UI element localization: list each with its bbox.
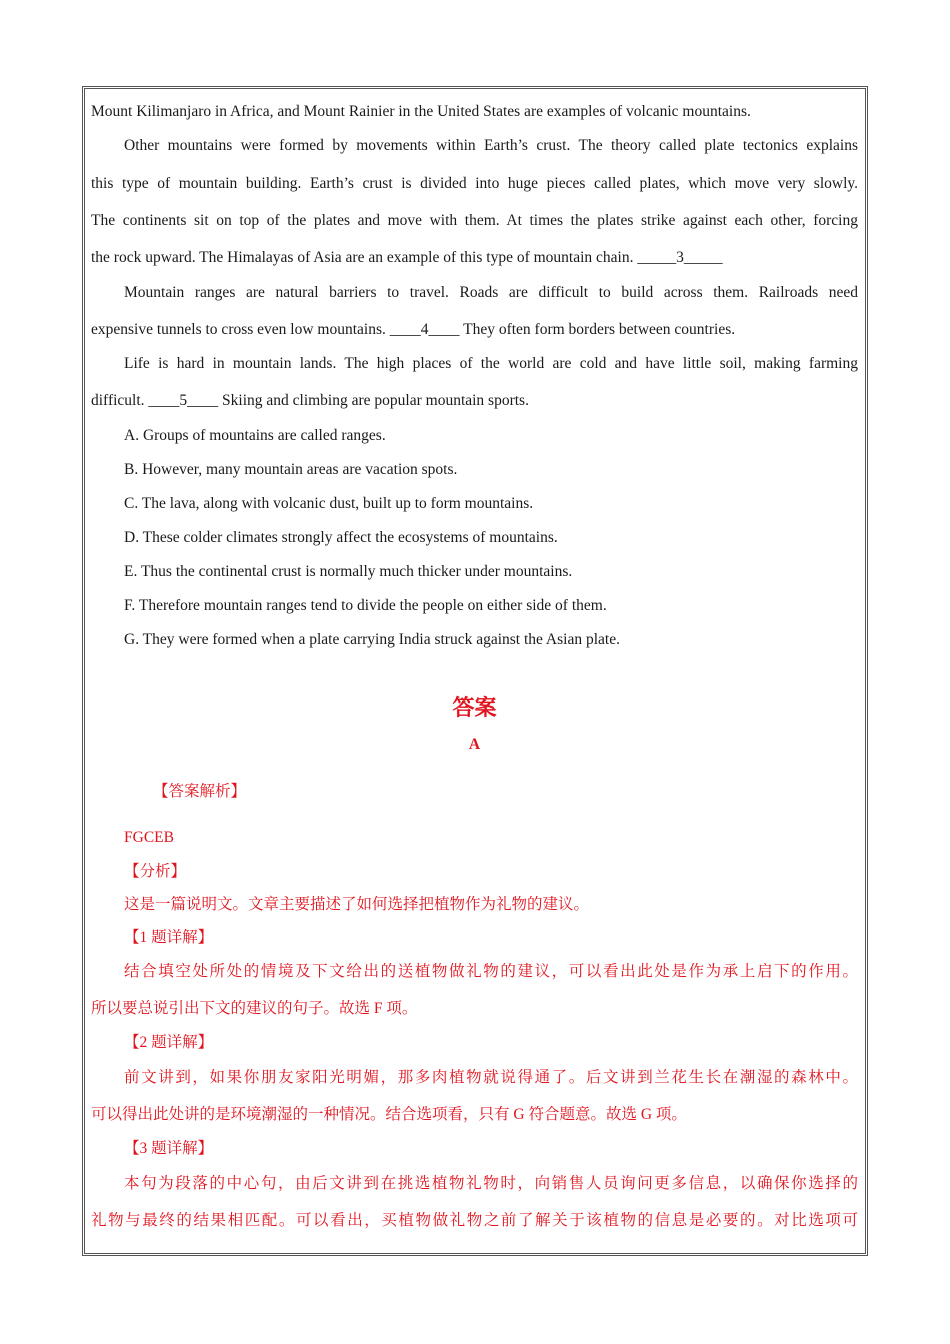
passage-line: expensive tunnels to cross even low mountains. ____4____ They often form borders between countries. <box>91 321 736 338</box>
passage-line: The continents sit on top of the plates and move with them. At times the plates strike against each other, forcing <box>91 212 858 229</box>
answer-key: FGCEB <box>124 829 174 846</box>
q1-text: 结合填空处所处的情境及下文给出的送植物做礼物的建议，可以看出此处是作为承上启下的作用。 <box>124 963 858 980</box>
option-c: C. The lava, along with volcanic dust, built up to form mountains. <box>124 495 534 512</box>
answer-title: 答案 <box>452 695 497 720</box>
q2-text: 前文讲到，如果你朋友家阳光明媚，那多肉植物就说得通了。后文讲到兰花生长在潮湿的森林中。 <box>124 1069 858 1086</box>
q2-text: 可以得出此处讲的是环境潮湿的一种情况。结合选项看，只有 G 符合题意。故选 G 项。 <box>91 1106 687 1123</box>
option-d: D. These colder climates strongly affect the ecosystems of mountains. <box>124 529 558 546</box>
option-g: G. They were formed when a plate carrying India struck against the Asian plate. <box>124 631 620 648</box>
q1-text: 所以要总说引出下文的建议的句子。故选 F 项。 <box>91 1000 418 1017</box>
q2-label: 【2 题详解】 <box>124 1034 214 1051</box>
passage-line: difficult. ____5____ Skiing and climbing are popular mountain sports. <box>91 392 529 409</box>
q1-label: 【1 题详解】 <box>124 929 214 946</box>
fenxi-text: 这是一篇说明文。文章主要描述了如何选择把植物作为礼物的建议。 <box>124 896 590 913</box>
analysis-label: 【答案解析】 <box>153 783 247 800</box>
passage-line: Mountain ranges are natural barriers to travel. Roads are difficult to build across them. Railroads need <box>124 284 858 301</box>
option-a: A. Groups of mountains are called ranges. <box>124 427 386 444</box>
passage-line: Life is hard in mountain lands. The high places of the world are cold and have little soil, making farming <box>124 355 858 372</box>
q3-label: 【3 题详解】 <box>124 1140 214 1157</box>
passage-line: the rock upward. The Himalayas of Asia are an example of this type of mountain chain. _____3_____ <box>91 249 723 266</box>
option-e: E. Thus the continental crust is normally much thicker under mountains. <box>124 563 573 580</box>
option-b: B. However, many mountain areas are vacation spots. <box>124 461 458 478</box>
passage-line: Other mountains were formed by movements within Earth’s crust. The theory called plate tectonics explains <box>124 137 858 154</box>
option-f: F. Therefore mountain ranges tend to divide the people on either side of them. <box>124 597 607 614</box>
q3-text: 本句为段落的中心句，由后文讲到在挑选植物礼物时，向销售人员询问更多信息，以确保你选择的 <box>124 1175 858 1192</box>
fenxi-label: 【分析】 <box>124 863 187 880</box>
q3-text: 礼物与最终的结果相匹配。可以看出，买植物做礼物之前了解关于该植物的信息是必要的。对比选项可 <box>91 1212 858 1229</box>
answer-letter: A <box>468 736 481 753</box>
passage-line: Mount Kilimanjaro in Africa, and Mount Rainier in the United States are examples of volcanic mountains. <box>91 103 751 120</box>
passage-line: this type of mountain building. Earth’s crust is divided into huge pieces called plates, which move very slowly. <box>91 175 858 192</box>
